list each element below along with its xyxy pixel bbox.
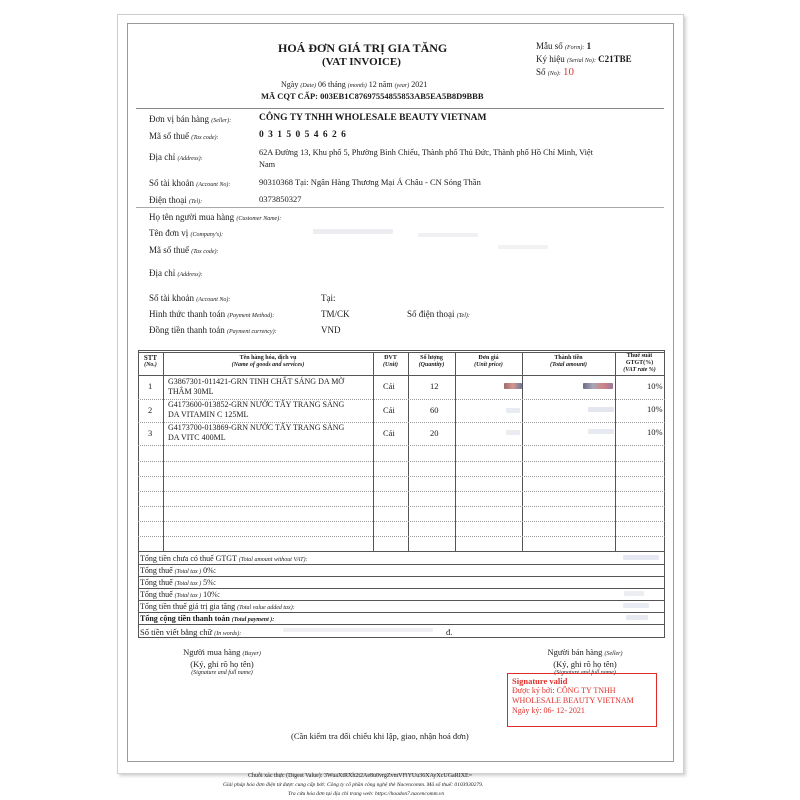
- row2-no: 2: [148, 405, 153, 415]
- seller-account-label: Số tài khoản (Account No):: [149, 178, 231, 188]
- row1-no: 1: [148, 381, 153, 391]
- row3-vat: 10%: [647, 427, 663, 437]
- form-number: Mẫu số (Form): 1: [536, 41, 592, 51]
- currency-label: Đồng tiền thanh toán (Payment currency):: [149, 325, 277, 335]
- buyer-phone-label: Số điện thoại (Tel):: [407, 309, 470, 319]
- redacted-total: [623, 555, 659, 560]
- seller-label: Đơn vị bán hàng (Seller):: [149, 114, 232, 124]
- seller-tax-code: 0 3 1 5 0 5 4 6 2 6: [259, 130, 347, 140]
- payment-method-label: Hình thức thanh toán (Payment Method):: [149, 309, 275, 319]
- header-qty: Số lượng (Quantity): [418, 355, 445, 368]
- row2-vat: 10%: [647, 404, 663, 414]
- row3-name-2: DA VITC 400ML: [168, 433, 226, 442]
- seller-address-label: Địa chỉ (Address):: [149, 152, 203, 162]
- seller-tax-label: Mã số thuế (Tax code):: [149, 131, 219, 141]
- redacted-total: [626, 615, 648, 620]
- row1-vat: 10%: [647, 381, 663, 391]
- payment-method: TM/CK: [321, 309, 350, 319]
- row3-no: 3: [148, 428, 153, 438]
- redacted-price: [506, 408, 520, 413]
- amount-in-words-tail: đ.: [446, 627, 453, 637]
- row3-qty: 20: [430, 428, 439, 438]
- seller-address-line1: 62A Đường 13, Khu phố 5, Phường Bình Chiểu, Thành phố Thủ Đức, Thành phố Hồ Chí Minh, Việt: [259, 148, 593, 157]
- redacted-total: [623, 603, 649, 608]
- header-price: Đơn giá (Unit price): [474, 355, 503, 368]
- invoice-number: Số (No): 10: [536, 66, 575, 78]
- redacted-price: [506, 430, 520, 435]
- row1-name-2: THÂM 30ML: [168, 387, 214, 396]
- total-tax-10-label: Tổng thuế (Total tax ) 10%:: [140, 590, 221, 599]
- redacted-amount: [588, 407, 614, 412]
- cqt-code: MÃ CQT CẤP: 003EB1C87697554855853AB5EA5B8D9BBB: [261, 91, 484, 101]
- buyer-account-label: Số tài khoản (Account No):: [149, 293, 231, 303]
- provider-note: Giải pháp hóa đơn điện tử được cung cấp bởi: Công ty cổ phần công nghệ thẻ Nacencomm. Mã số thuế: 0103930279.: [223, 782, 484, 788]
- row2-name-1: G4173600-013852-GRN NƯỚC TẨY TRANG SÁNG: [168, 400, 345, 409]
- buyer-signature-block: Người mua hàng (Buyer) (Ký, ghi rõ họ tên) (Signature and full name): [183, 647, 261, 676]
- row3-unit: Cái: [383, 428, 395, 438]
- total-without-vat-label: Tổng tiền chưa có thuế GTGT (Total amount without VAT):: [140, 554, 308, 563]
- redacted-price: [504, 383, 522, 389]
- buyer-company-label: Tên đơn vị (Company's):: [149, 228, 224, 238]
- header-amount: Thành tiền (Total amount): [550, 355, 587, 368]
- redacted-mark: [313, 229, 393, 234]
- row2-qty: 60: [430, 405, 439, 415]
- lookup-note: Tra cứu hóa đơn tại địa chỉ trang web: https://hoadon7.nacencomm.vn: [288, 791, 445, 797]
- header-name: Tên hàng hóa, dịch vụ (Name of goods and services): [231, 355, 305, 368]
- redacted-mark: [418, 233, 478, 237]
- total-payment-label: Tổng cộng tiền thanh toán (Total payment ):: [140, 614, 275, 623]
- buyer-tax-label: Mã số thuế (Tax code):: [149, 245, 219, 255]
- buyer-account-at: Tại:: [321, 293, 336, 303]
- row1-name-1: G3867301-011421-GRN TINH CHẤT SÁNG DA MỜ: [168, 377, 345, 386]
- invoice-sheet: [117, 14, 684, 797]
- row2-unit: Cái: [383, 405, 395, 415]
- seller-signature-block: Người bán hàng (Seller) (Ký, ghi rõ họ tên) (Signature and full name): [547, 647, 623, 676]
- buyer-name-label: Họ tên người mua hàng (Customer Name):: [149, 212, 282, 222]
- seller-divider: [136, 207, 664, 208]
- seller-phone: 0373850327: [259, 194, 302, 204]
- amount-in-words-label: Số tiền viết bằng chữ (In words):: [140, 627, 242, 637]
- redacted-mark: [498, 245, 548, 249]
- digest-value: Chuỗi xác thực (Digest Value): 3WuaXtRXh2t2Ae8u0vrgZvmVFiYUu36XAyXcUGaRIXE=: [248, 773, 473, 779]
- redacted-total: [624, 591, 644, 596]
- header-stt: STT (No.): [143, 354, 158, 368]
- serial-number: Ký hiệu (Serial No): C21TBE: [536, 54, 632, 64]
- row1-unit: Cái: [383, 381, 395, 391]
- redacted-amount: [588, 429, 614, 434]
- header-unit: ĐVT (Unit): [383, 355, 398, 368]
- invoice-subtitle: (VAT INVOICE): [322, 56, 401, 68]
- invoice-date: Ngày (Date) 06 tháng (month) 12 năm (year) 2021: [281, 80, 428, 89]
- invoice-title: HOÁ ĐƠN GIÁ TRỊ GIA TĂNG: [278, 41, 448, 55]
- check-note: (Cần kiểm tra đối chiếu khi lập, giao, nhận hoá đơn): [291, 731, 469, 741]
- total-tax-0-label: Tổng thuế (Total tax ) 0%:: [140, 566, 217, 575]
- digital-signature-stamp: Signature valid Được ký bởi: CÔNG TY TNHH WHOLESALE BEAUTY VIETNAM Ngày ký: 06- 12- 2021: [507, 673, 657, 727]
- total-tax-5-label: Tổng thuế (Total tax ) 5%:: [140, 578, 217, 587]
- buyer-address-label: Địa chỉ (Address):: [149, 268, 203, 278]
- seller-phone-label: Điện thoại (Tel):: [149, 195, 203, 205]
- seller-name: CÔNG TY TNHH WHOLESALE BEAUTY VIETNAM: [259, 113, 487, 123]
- total-vat-label: Tổng tiền thuế giá trị gia tăng (Total value added tax):: [140, 602, 295, 611]
- row1-qty: 12: [430, 381, 439, 391]
- seller-account: 90310368 Tại: Ngân Hàng Thương Mại Á Châu - CN Sóng Thần: [259, 177, 481, 187]
- header-vat: Thuế suất GTGT(%) (VAT rate %): [623, 353, 656, 373]
- redacted-words: [283, 628, 433, 632]
- currency: VND: [321, 325, 341, 335]
- row3-name-1: G4173700-013869-GRN NƯỚC TẨY TRANG SÁNG: [168, 423, 345, 432]
- seller-address-line2: Nam: [259, 160, 276, 169]
- header-divider: [136, 108, 664, 109]
- redacted-amount: [583, 383, 613, 389]
- row2-name-2: DA VITAMIN C 125ML: [168, 410, 249, 419]
